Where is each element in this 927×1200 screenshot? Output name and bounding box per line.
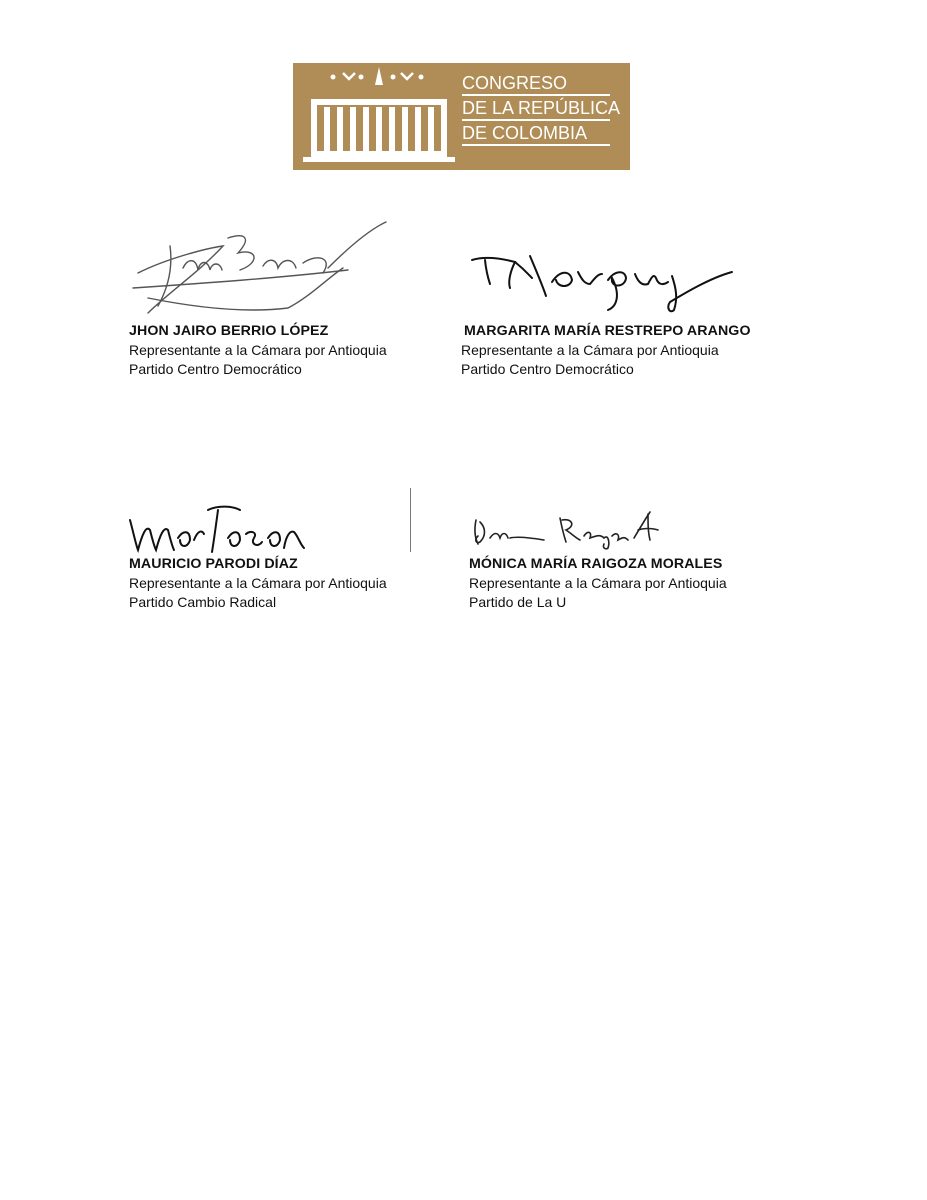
signature-3 [128,500,308,560]
signature-4 [472,508,662,552]
signatory-party: Partido de La U [469,594,567,610]
congress-logo [293,63,630,170]
signature-2 [470,248,735,318]
vertical-divider [410,488,411,552]
signatory-name: MAURICIO PARODI DÍAZ [129,556,298,572]
signatory-name: MÓNICA MARÍA RAIGOZA MORALES [469,556,723,572]
signatory-role: Representante a la Cámara por Antioquia [469,575,727,591]
signature-1 [128,218,393,320]
signatory-name: MARGARITA MARÍA RESTREPO ARANGO [464,323,751,339]
signatory-block-3 [129,555,387,612]
signatory-role: Representante a la Cámara por Antioquia [461,342,719,358]
svg-text:CONGRESO: CONGRESO [462,73,568,93]
signatory-party: Partido Centro Democrático [129,361,302,377]
signatory-role: Representante a la Cámara por Antioquia [129,575,387,591]
signatory-party: Partido Centro Democrático [461,361,634,377]
signatory-role: Representante a la Cámara por Antioquia [129,342,387,358]
signatory-party: Partido Cambio Radical [129,594,277,610]
svg-text:DE COLOMBIA: DE COLOMBIA [462,123,588,143]
signatory-block-2 [461,322,751,379]
signatory-block-4 [469,555,727,612]
signatory-block-1 [129,322,387,379]
svg-text:DE LA REPÚBLICA: DE LA REPÚBLICA [462,98,621,118]
signatory-name: JHON JAIRO BERRIO LÓPEZ [129,323,329,339]
